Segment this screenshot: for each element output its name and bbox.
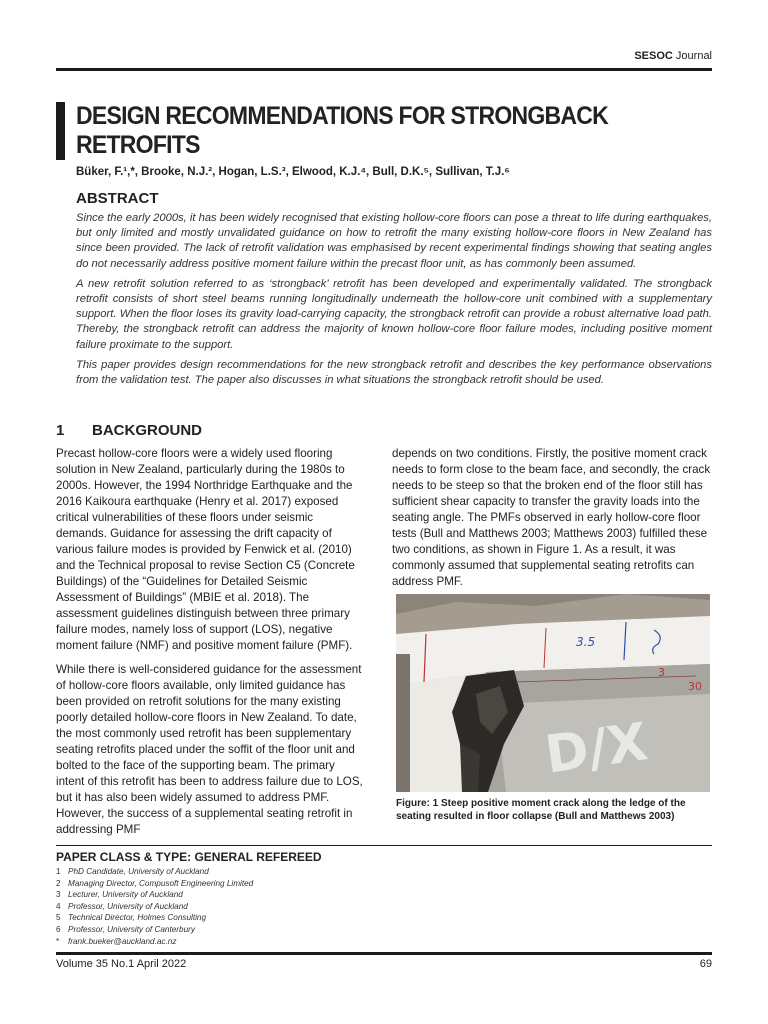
figure-annotation: 30 [688,680,702,693]
section-number: 1 [56,422,65,439]
footnote-rule [56,845,712,846]
abstract-body [76,211,712,393]
footnote-item: 4 Professor, University of Auckland [56,901,188,911]
footer-rule [56,952,712,955]
section-heading [56,422,202,439]
abstract-paragraph: A new retrofit solution referred to as ‘strongback’ retrofit has been developed and experimentally validated. The strongback retrofit consists of short steel beams running longitudinally underneath the hollow-core unit combined with a supplementary support. When the floor loses its gravity load-carrying capacity, the strongback retrofit can provide a robust alternative load path. Thereby, the strongback retrofit can address the majority of known hollow-core floor failure modes, including positive moment failure proximate to the support. [76,277,712,351]
figure-illustration [396,594,710,792]
section-title: BACKGROUND [92,422,202,439]
footnote-item: 2 Managing Director, Compusoft Engineering Limited [56,878,254,888]
figure-photo [396,594,710,792]
footnote-email[interactable]: * frank.bueker@auckland.ac.nz [56,936,177,946]
abstract-heading: ABSTRACT [76,190,159,207]
authors: Büker, F.¹,*, Brooke, N.J.², Hogan, L.S.³, Elwood, K.J.⁴, Bull, D.K.⁵, Sullivan, T.J.⁶ [76,166,510,178]
abstract-paragraph: Since the early 2000s, it has been widely recognised that existing hollow-core floors can pose a threat to life during earthquakes, but only limited and mostly unvalidated guidance on how to retrofit the many existing hollow-core floors in New Zealand has since been provided. The lack of retrofit validation was emphasised by recent experimental findings showing that seating angles do not necessarily address positive moment failure within the precast floor unit, as has commonly been assumed. [76,212,712,270]
paper-title: DESIGN RECOMMENDATIONS FOR STRONGBACK RETROFITS [76,102,609,159]
paper-class: PAPER CLASS & TYPE: GENERAL REFEREED [56,850,322,864]
figure-annotation: 3 [658,666,665,679]
footnote-item: 3 Lecturer, University of Auckland [56,890,183,900]
figure-graffiti: D/X [541,712,652,786]
body-column-right [392,446,712,598]
body-paragraph: While there is well-considered guidance for the assessment of hollow-core floors available, only limited guidance has been provided on retrofit solutions for the many existing poorly detailed hollow-core floors in New Zealand. To date, the most commonly used retrofit has been supplementary seating retrofits placed under the soffit of the floor unit and bolted to the face of the supporting beam. The primary intent of this retrofit has been to address failure due to LOS, but it has also been widely assumed to address PMF. However, the success of a supplemental seating retrofit in addressing PMF [56,663,363,836]
body-paragraph: Precast hollow-core floors were a widely used flooring solution in New Zealand, particularly during the 1980s to 2000s. However, the 1994 Northridge Earthquake and the 2016 Kaikoura earthquake (Henry et al. 2017) exposed critical vulnerabilities of these floors under seismic demands. Guidance for assessing the drift capacity of various failure modes is provided by Fenwick et al. (2010) and the Technical proposal to revise Section C5 (Concrete Buildings) of the “Guidelines for Detailed Seismic Assessment of Buildings” (MBIE et al. 2018). The assessment guidelines distinguish between three primary failure modes, namely loss of support (LOS), negative moment failure (NMF) and positive moment failure (PMF). [56,447,355,652]
abstract-paragraph: This paper provides design recommendations for the new strongback retrofit and describes the key performance observations from the validation test. The paper also discusses in what situations the strongback retrofit should be used. [76,358,712,387]
footnotes [56,866,253,947]
figure-caption: Figure: 1 Steep positive moment crack along the ledge of the seating resulted in floor collapse (Bull and Matthews 2003) [396,798,686,822]
body-column-left [56,446,366,846]
footnote-item: 1 PhD Candidate, University of Auckland [56,867,209,876]
body-paragraph: depends on two conditions. Firstly, the positive moment crack needs to form close to the beam face, and secondly, the crack needs to be steep so that the broken end of the floor still has sufficient shear capacity to transfer the gravity loads into the seating angle. The PMFs observed in early hollow-core floor tests (Bull and Matthews 2003; Matthews 2003) fulfilled these two conditions, as shown in Figure 1. As a result, it was commonly assumed that supplemental seating retrofits can address PMF. [392,447,711,588]
footnote-item: 5 Technical Director, Holmes Consulting [56,913,207,923]
journal-name: SESOC Journal [634,50,712,62]
figure-annotation: 3.5 [576,635,596,649]
page-number: 69 [699,958,712,970]
issue-info: Volume 35 No.1 April 2022 [56,958,187,970]
title-accent-bar [56,102,65,160]
top-rule [56,68,712,71]
footnote-item: 6 Professor, University of Canterbury [56,924,195,934]
